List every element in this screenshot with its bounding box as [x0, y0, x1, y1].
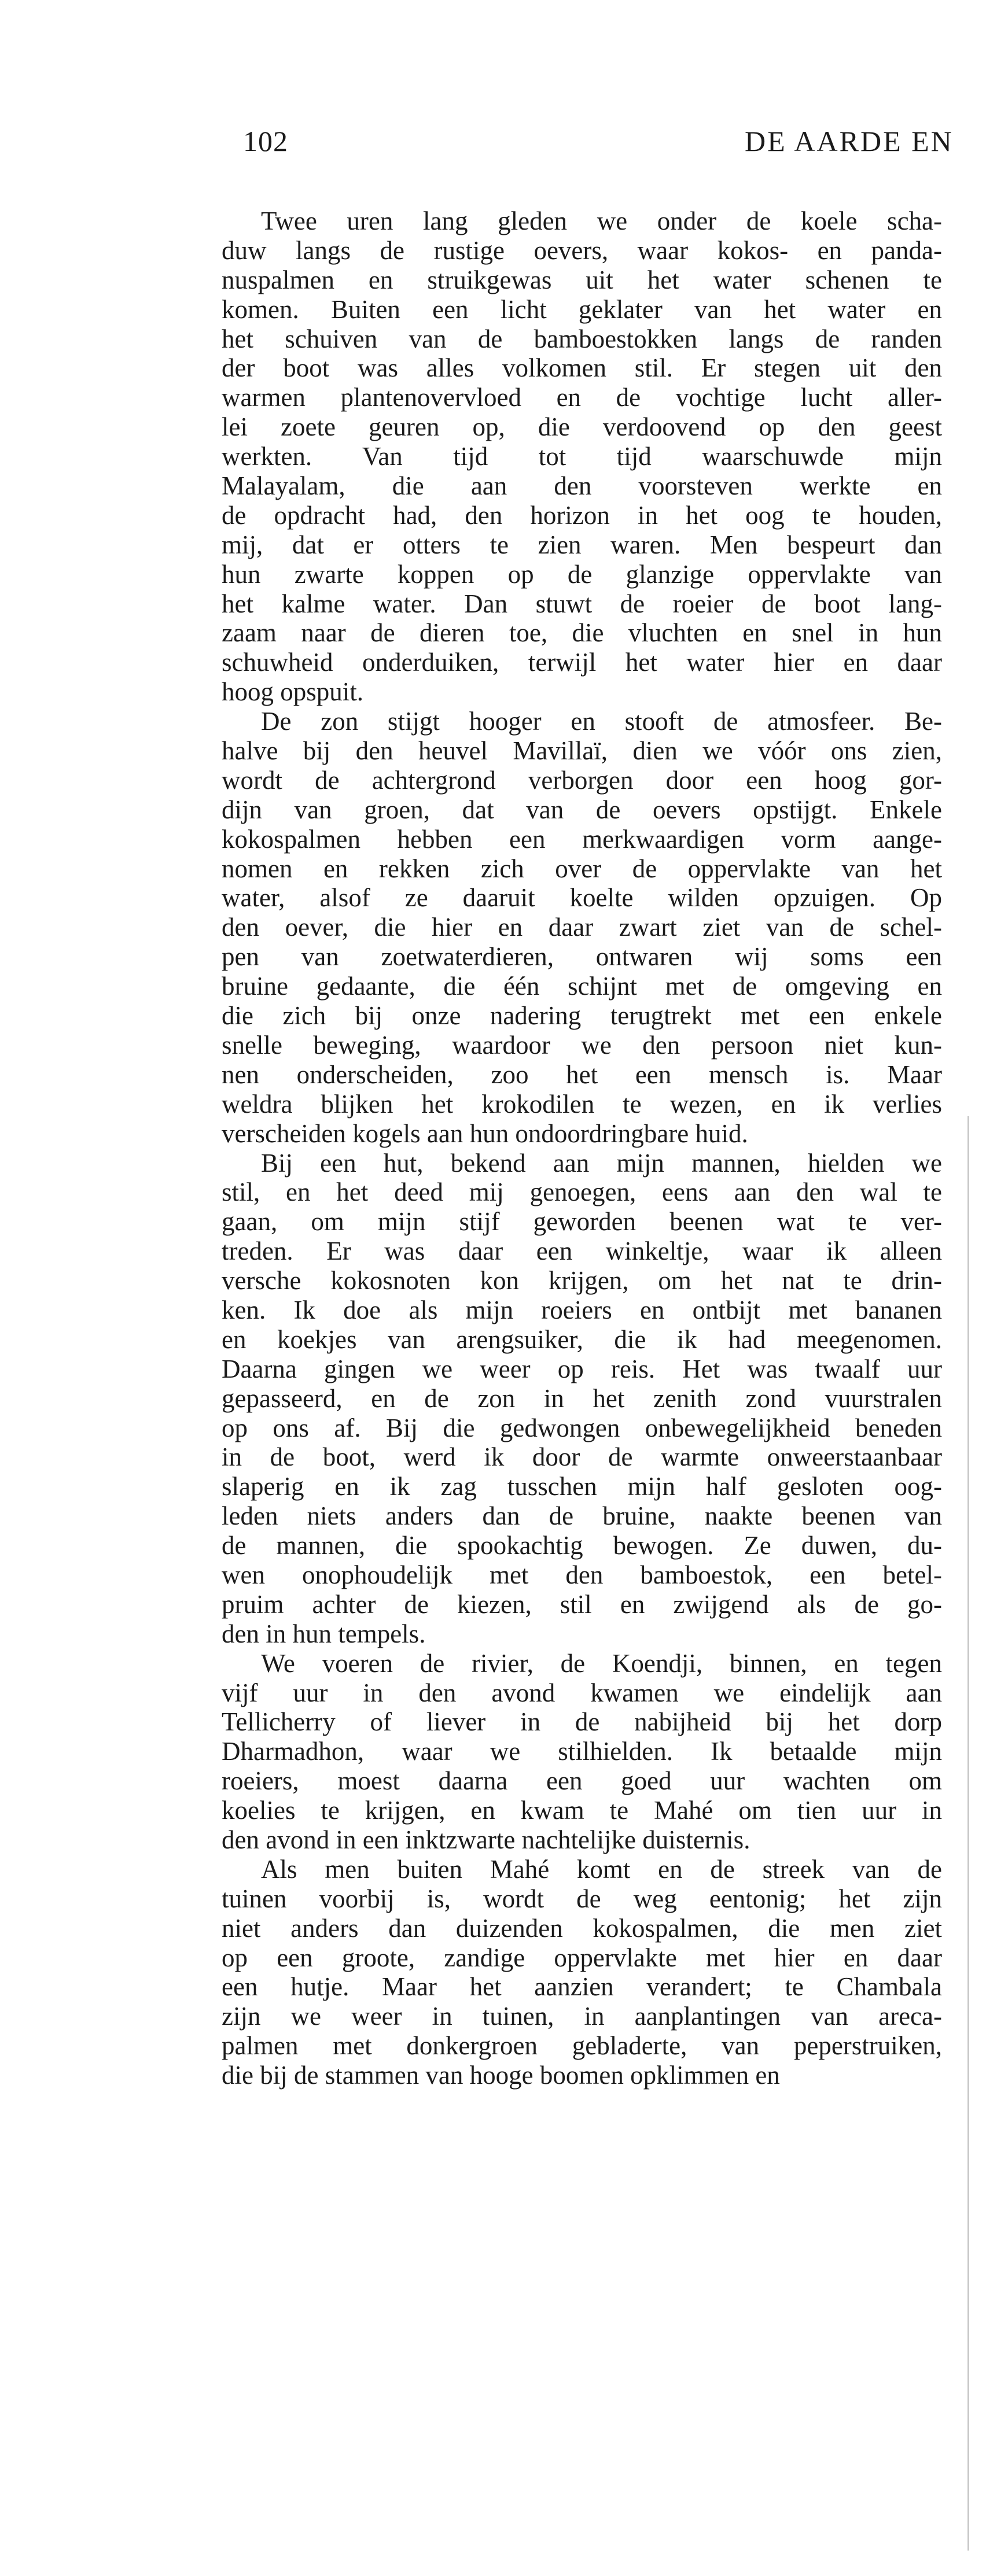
- text-line: dijn van groen, dat van de oevers opstijgt. Enkele: [222, 795, 942, 824]
- page-number: 102: [243, 125, 288, 157]
- text-line: mij, dat er otters te zien waren. Men bespeurt dan: [222, 530, 942, 559]
- text-line: vijf uur in den avond kwamen we eindelijk aan: [222, 1678, 942, 1707]
- text-line: nuspalmen en struikgewas uit het water schenen te: [222, 265, 942, 294]
- page-edge-rule: [967, 1116, 969, 2551]
- text-line: weldra blijken het krokodilen te wezen, en ik verlies: [222, 1089, 942, 1119]
- text-line: hun zwarte koppen op de glanzige oppervlakte van: [222, 559, 942, 589]
- text-line: wordt de achtergrond verborgen door een hoog gor-: [222, 765, 942, 795]
- text-line: op een groote, zandige oppervlakte met hier en daar: [222, 1943, 942, 1972]
- running-title: DE AARDE EN: [745, 125, 954, 157]
- text-line: komen. Buiten een licht geklater van het water en: [222, 294, 942, 324]
- paragraph: [222, 1649, 942, 1855]
- text-line: de opdracht had, den horizon in het oog te houden,: [222, 500, 942, 530]
- text-line: kokospalmen hebben een merkwaardigen vorm aange-: [222, 824, 942, 854]
- text-line: duw langs de rustige oevers, waar kokos- en panda-: [222, 235, 942, 265]
- text-line: palmen met donkergroen gebladerte, van peperstruiken,: [222, 2031, 942, 2061]
- text-line: lei zoete geuren op, die verdoovend op den geest: [222, 412, 942, 442]
- text-line: tuinen voorbij is, wordt de weg eentonig; het zijn: [222, 1884, 942, 1913]
- text-line: pen van zoetwaterdieren, ontwaren wij soms een: [222, 942, 942, 972]
- text-line: het kalme water. Dan stuwt de roeier de boot lang-: [222, 589, 942, 618]
- text-line: Tellicherry of liever in de nabijheid bij het dorp: [222, 1707, 942, 1737]
- text-line: We voeren de rivier, de Koendji, binnen, en tegen: [261, 1648, 942, 1678]
- text-line: niet anders dan duizenden kokospalmen, die men ziet: [222, 1913, 942, 1943]
- text-line: in de boot, werd ik door de warmte onweerstaanbaar: [222, 1442, 942, 1472]
- text-line: nen onderscheiden, zoo het een mensch is. Maar: [222, 1060, 942, 1089]
- text-line: ken. Ik doe als mijn roeiers en ontbijt met bananen: [222, 1295, 942, 1324]
- text-line: zijn we weer in tuinen, in aanplantingen van areca-: [222, 2002, 942, 2031]
- text-line: een hutje. Maar het aanzien verandert; te Chambala: [222, 1972, 942, 2002]
- text-line: De zon stijgt hooger en stooft de atmosfeer. Be-: [261, 707, 942, 736]
- paragraph: [222, 707, 942, 1148]
- text-line: het schuiven van de bamboestokken langs de randen: [222, 324, 942, 353]
- text-line: leden niets anders dan de bruine, naakte beenen van: [222, 1501, 942, 1531]
- paragraph: [222, 206, 942, 707]
- paragraph: [222, 1855, 942, 2090]
- text-line: water, alsof ze daaruit koelte wilden opzuigen. Op: [222, 883, 942, 913]
- text-line: den in hun tempels.: [222, 1619, 426, 1648]
- text-line: slaperig en ik zag tusschen mijn half gesloten oog-: [222, 1472, 942, 1501]
- text-line: op ons af. Bij die gedwongen onbewegelijkheid beneden: [222, 1413, 942, 1442]
- text-line: werkten. Van tijd tot tijd waarschuwde mijn: [222, 442, 942, 471]
- text-line: Daarna gingen we weer op reis. Het was twaalf uur: [222, 1354, 942, 1383]
- running-head: [243, 124, 986, 165]
- text-line: de mannen, die spookachtig bewogen. Ze duwen, du-: [222, 1531, 942, 1560]
- text-line: gaan, om mijn stijf geworden beenen wat te ver-: [222, 1207, 942, 1237]
- text-line: snelle beweging, waardoor we den persoon niet kun-: [222, 1030, 942, 1060]
- text-line: die bij de stammen van hooge boomen opklimmen en: [222, 2061, 780, 2090]
- text-line: en koekjes van arengsuiker, die ik had meegenomen.: [222, 1324, 942, 1354]
- paragraph: [222, 1149, 942, 1649]
- text-line: der boot was alles volkomen stil. Er stegen uit den: [222, 353, 942, 383]
- text-line: verscheiden kogels aan hun ondoordringbare huid.: [222, 1119, 748, 1148]
- text-line: den avond in een inktzwarte nachtelijke duisternis.: [222, 1825, 750, 1854]
- text-line: den oever, die hier en daar zwart ziet van de schel-: [222, 913, 942, 942]
- text-line: koelies te krijgen, en kwam te Mahé om tien uur in: [222, 1796, 942, 1825]
- text-line: zaam naar de dieren toe, die vluchten en snel in hun: [222, 618, 942, 648]
- text-line: hoog opspuit.: [222, 677, 364, 707]
- text-line: warmen plantenovervloed en de vochtige lucht aller-: [222, 383, 942, 412]
- text-line: Twee uren lang gleden we onder de koele scha-: [261, 206, 942, 235]
- text-line: nomen en rekken zich over de oppervlakte van het: [222, 854, 942, 883]
- text-line: treden. Er was daar een winkeltje, waar ik alleen: [222, 1237, 942, 1266]
- text-line: wen onophoudelijk met den bamboestok, een betel-: [222, 1560, 942, 1589]
- body-text: [222, 206, 942, 2090]
- text-line: Bij een hut, bekend aan mijn mannen, hielden we: [261, 1148, 942, 1178]
- text-line: halve bij den heuvel Mavillaï, dien we vóór ons zien,: [222, 736, 942, 766]
- text-line: Dharmadhon, waar we stilhielden. Ik betaalde mijn: [222, 1737, 942, 1766]
- text-line: die zich bij onze nadering terugtrekt met een enkele: [222, 1001, 942, 1031]
- text-line: Als men buiten Mahé komt en de streek van de: [261, 1854, 942, 1884]
- text-line: versche kokosnoten kon krijgen, om het nat te drin-: [222, 1266, 942, 1296]
- text-line: bruine gedaante, die één schijnt met de omgeving en: [222, 972, 942, 1001]
- text-line: pruim achter de kiezen, stil en zwijgend als de go-: [222, 1589, 942, 1619]
- text-line: Malayalam, die aan den voorsteven werkte en: [222, 471, 942, 501]
- text-line: roeiers, moest daarna een goed uur wachten om: [222, 1766, 942, 1796]
- text-line: schuwheid onderduiken, terwijl het water hier en daar: [222, 648, 942, 677]
- text-line: stil, en het deed mij genoegen, eens aan den wal te: [222, 1178, 942, 1207]
- text-line: gepasseerd, en de zon in het zenith zond vuurstralen: [222, 1383, 942, 1413]
